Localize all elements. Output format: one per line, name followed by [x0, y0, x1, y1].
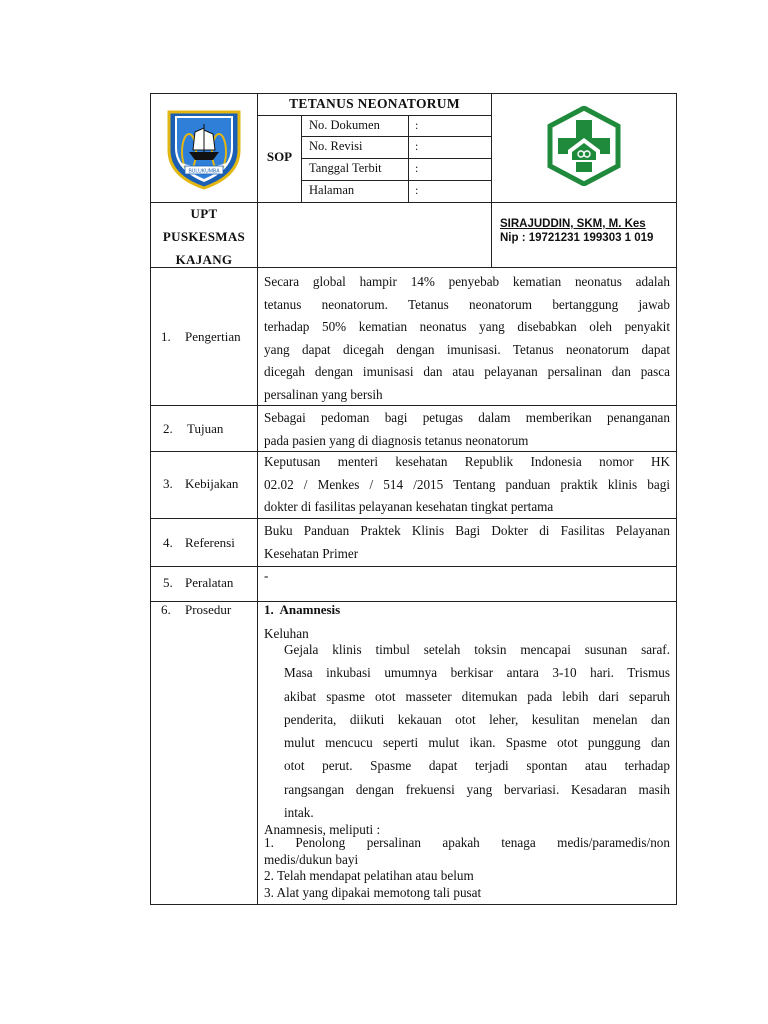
signatory-cell — [491, 202, 677, 268]
meta-label: Halaman — [309, 183, 355, 197]
section-number: 4. — [163, 535, 173, 550]
sop-label: SOP — [266, 149, 293, 164]
content-cell-kebijakan — [257, 451, 677, 519]
text-line: 02.02 / Menkes / 514 /2015 Tentang panduan praktik klinis bagi — [264, 476, 670, 492]
text-line: Buku Panduan Praktek Klinis Bagi Dokter di Fasilitas Pelayanan — [264, 523, 670, 538]
section-label: Pengertian — [185, 329, 241, 344]
text-line: Gejala klinis timbul setelah toksin mencapai susunan saraf. — [284, 642, 670, 657]
text-line: - — [264, 568, 269, 583]
list-item: 3. Alat yang dipakai memotong tali pusat — [264, 884, 482, 900]
document-title: TETANUS NEONATORUM — [289, 96, 460, 111]
institution-line-1: UPT — [190, 206, 218, 221]
section-label: Kebijakan — [185, 476, 239, 491]
text-line: akibat spasme otot masseter ditemukan pada lebih dari separuh — [284, 688, 670, 704]
institution-line-3: KAJANG — [175, 252, 233, 267]
section-number: 3. — [163, 476, 173, 491]
text-line: Kesehatan Primer — [264, 545, 359, 561]
text-line: Sebagai pedoman bagi petugas dalam memberikan penanganan — [264, 410, 670, 425]
meta-label: No. Dokumen — [309, 118, 380, 132]
section-number: 6. — [161, 602, 171, 617]
crest-ribbon-text: BULUKUMBA — [188, 168, 220, 175]
meta-colon: : — [415, 118, 419, 132]
label-cell-tujuan — [150, 405, 258, 452]
text-line: mulut mencucu seperti mulut ikan. Spasme otot punggung dan — [284, 735, 670, 751]
meta-divider — [408, 115, 409, 204]
subsection-heading: 1. Anamnesis — [264, 602, 341, 617]
text-line: Secara global hampir 14% penyebab kematian neonatus adalah — [264, 274, 670, 289]
meta-row-no-dokumen — [301, 115, 492, 137]
label-cell-referensi — [150, 518, 258, 567]
text-line: penderita, diikuti kekauan otot leher, kesulitan menelan dan — [284, 711, 670, 727]
section-label: Tujuan — [187, 421, 224, 436]
regency-crest-ship-icon — [163, 106, 245, 192]
right-logo-cell — [491, 93, 677, 203]
list-item: 1. Penolong persalinan apakah tenaga medis/paramedis/non — [264, 835, 670, 850]
section-text — [264, 271, 670, 407]
text-line: dicegah dengan imunisasi dan atau pelayanan persalinan dan pasca — [264, 364, 670, 380]
institution-cell — [150, 202, 258, 268]
section-text — [264, 565, 670, 588]
section-label: Prosedur — [185, 602, 232, 617]
keluhan-label: Keluhan — [264, 626, 309, 641]
text-line: terhadap 50% kematian neonatus yang disebabkan oleh penyakit — [264, 319, 670, 335]
anamnesis-list — [264, 835, 670, 901]
content-cell-prosedur — [257, 601, 677, 905]
content-cell-tujuan — [257, 405, 677, 452]
text-line: Keputusan menteri kesehatan Republik Indonesia nomor HK — [264, 454, 670, 469]
section-label: Peralatan — [185, 575, 234, 590]
meta-colon: : — [415, 161, 419, 175]
text-line: tetanus neonatorum. Tetanus neonatorum bertanggung jawab — [264, 296, 670, 312]
left-logo-cell — [150, 93, 258, 203]
meta-row-no-revisi — [301, 136, 492, 159]
blank-mid-cell — [257, 202, 492, 268]
puskesmas-cross-icon — [544, 106, 624, 186]
sop-document — [150, 93, 677, 905]
content-cell-pengertian — [257, 267, 677, 406]
text-line: yang dapat dicegah dengan imunisasi. Tetanus neonatorum dapat — [264, 341, 670, 357]
text-line: otot perut. Spasme dapat terjadi spontan atau terhadap — [284, 758, 670, 774]
text-line: rangsangan dengan frekuensi yang bervariasi. Kesadaran masih — [284, 781, 670, 797]
section-number: 5. — [163, 575, 173, 590]
text-line: intak. — [284, 805, 314, 821]
text-line: dokter di fasilitas pelayanan kesehatan tingkat pertama — [264, 499, 554, 515]
sop-label-cell — [257, 115, 302, 204]
text-line: pada pasien yang di diagnosis tetanus neonatorum — [264, 432, 529, 448]
signatory-name: SIRAJUDDIN, SKM, M. Kes — [500, 218, 646, 230]
section-text — [264, 407, 670, 452]
text-line: persalinan yang bersih — [264, 386, 383, 402]
title-cell — [257, 93, 492, 116]
section-number: 1. — [161, 329, 171, 344]
meta-label: No. Revisi — [309, 139, 363, 153]
label-cell-kebijakan — [150, 451, 258, 519]
meta-label: Tanggal Terbit — [309, 161, 382, 175]
text-line: Masa inkubasi umumnya berkisar antara 3-10 hari. Trismus — [284, 665, 670, 681]
section-text — [264, 451, 670, 519]
label-cell-prosedur — [150, 601, 258, 905]
institution-name — [151, 202, 257, 271]
section-text — [264, 520, 670, 565]
list-item: medis/dukun bayi — [264, 851, 359, 867]
content-cell-peralatan — [257, 566, 677, 602]
content-cell-referensi — [257, 518, 677, 567]
institution-line-2: PUSKESMAS — [162, 229, 246, 244]
section-number: 2. — [163, 421, 173, 436]
meta-colon: : — [415, 183, 419, 197]
meta-row-halaman — [301, 180, 492, 204]
meta-colon: : — [415, 139, 419, 153]
list-item: 2. Telah mendapat pelatihan atau belum — [264, 868, 474, 883]
keluhan-text — [284, 638, 670, 824]
label-cell-peralatan — [150, 566, 258, 602]
anamnesis-label: Anamnesis, meliputi : — [264, 822, 381, 837]
signatory-nip: Nip : 19721231 199303 1 019 — [500, 232, 654, 244]
meta-row-tanggal-terbit — [301, 158, 492, 181]
section-label: Referensi — [185, 535, 235, 550]
label-cell-pengertian — [150, 267, 258, 406]
